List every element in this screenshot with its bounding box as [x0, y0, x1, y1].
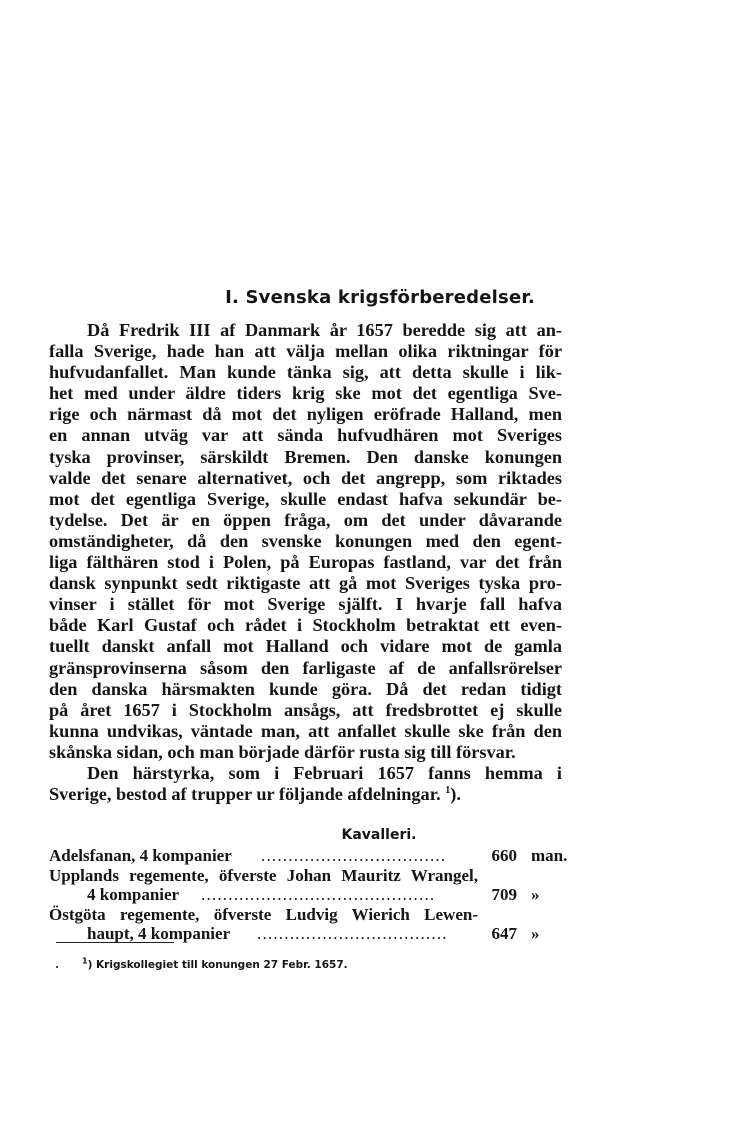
body-line: Då Fredrik III af Danmark år 1657 beredde sig att an- [87, 320, 562, 340]
body-line: Den härstyrka, som i Februari 1657 fanns hemma i [87, 762, 562, 783]
unit-name: Upplands regemente, öfverste Johan Mauritz Wrangel, [49, 865, 478, 885]
unit-label: » [531, 924, 540, 944]
body-line: tyska provinser, särskildt Bremen. Den danske konungen [49, 446, 562, 467]
unit-count: 709 [491, 885, 517, 905]
footnote-marker: 1 [82, 956, 88, 966]
body-line: den danska härsmakten kunde göra. Då det redan tidigt [49, 678, 562, 699]
body-paragraphs [49, 320, 562, 805]
unit-name: Östgöta regemente, öfverste Ludvig Wierich Lewen- [49, 904, 478, 924]
footnote [82, 958, 348, 972]
body-line-with-reference [49, 784, 562, 805]
unit-count: 660 [491, 846, 517, 865]
print-speck [56, 966, 58, 968]
unit-row-ostgota-line1 [49, 905, 567, 925]
footnote-divider [56, 942, 174, 943]
body-line: både Karl Gustaf och rådet i Stockholm betraktat ett even- [49, 615, 562, 636]
body-line: tuellt danskt anfall mot Halland och vidare mot de gamla [49, 636, 562, 657]
body-line: omständigheter, då den svenske konungen med den egent- [49, 530, 562, 551]
body-line: hufvudanfallet. Man kunde tänka sig, att detta skulle i lik- [49, 362, 562, 383]
body-line: falla Sverige, hade han att välja mellan olika riktningar för [49, 341, 562, 362]
unit-name: Adelsfanan, 4 kompanier [49, 846, 232, 865]
body-line: het med under äldre tiders krig ske mot det egentliga Sve- [49, 383, 562, 404]
unit-count: 647 [491, 924, 517, 944]
section-heading: Kavalleri. [341, 827, 417, 843]
unit-list [49, 846, 567, 944]
body-line: liga fälthären stod i Polen, på Europas fastland, var det från [49, 552, 562, 573]
unit-row-upplands-line1 [49, 866, 567, 886]
unit-row-adelsfanan [49, 846, 567, 866]
unit-name: 4 kompanier [87, 885, 180, 905]
chapter-title: I. Svenska krigsförberedelser. [225, 287, 535, 308]
body-line: mot det egentliga Sverige, skulle endast hafva sekundär be- [49, 488, 562, 509]
footnote-reference-close: ). [450, 784, 461, 805]
body-line: gränsprovinserna såsom den farligaste af de anfallsrörelser [49, 657, 562, 678]
footnote-text: Krigskollegiet till konungen 27 Febr. 1657. [92, 959, 348, 971]
unit-name: haupt, 4 kompanier [87, 924, 231, 944]
footnote-marker-close: ) [87, 959, 93, 971]
dot-leaders: ........................................... [201, 885, 436, 905]
body-line: skånska sidan, och man började därför rusta sig till försvar. [49, 741, 516, 762]
body-line: dansk synpunkt sedt riktigaste att gå mot Sveriges tyska pro- [49, 573, 562, 594]
body-line: valde det senare alternativet, och det angrepp, som riktades [49, 467, 562, 488]
body-line-text: Sverige, bestod af trupper ur följande afdelningar. [49, 784, 441, 805]
body-line: en annan utväg var att sända hufvudhären mot Sveriges [49, 425, 562, 446]
body-line: rige och närmast då mot det nyligen eröfrade Halland, men [49, 404, 562, 425]
footnote-reference: 1 [445, 784, 451, 796]
body-line: kunna undvikas, väntade man, att anfallet skulle ske från den [49, 720, 562, 741]
unit-row-upplands [49, 885, 567, 905]
dot-leaders: .................................. [261, 846, 447, 865]
dot-leaders: ................................... [257, 924, 448, 944]
unit-label: » [531, 885, 540, 905]
unit-label: man. [531, 846, 568, 865]
body-line: på året 1657 i Stockholm ansågs, att fredsbrottet ej skulle [49, 699, 562, 720]
body-line: vinser i stället för mot Sverige själft. I hvarje fall hafva [49, 594, 562, 615]
body-line: tydelse. Det är en öppen fråga, om det under dåvarande [49, 509, 562, 530]
